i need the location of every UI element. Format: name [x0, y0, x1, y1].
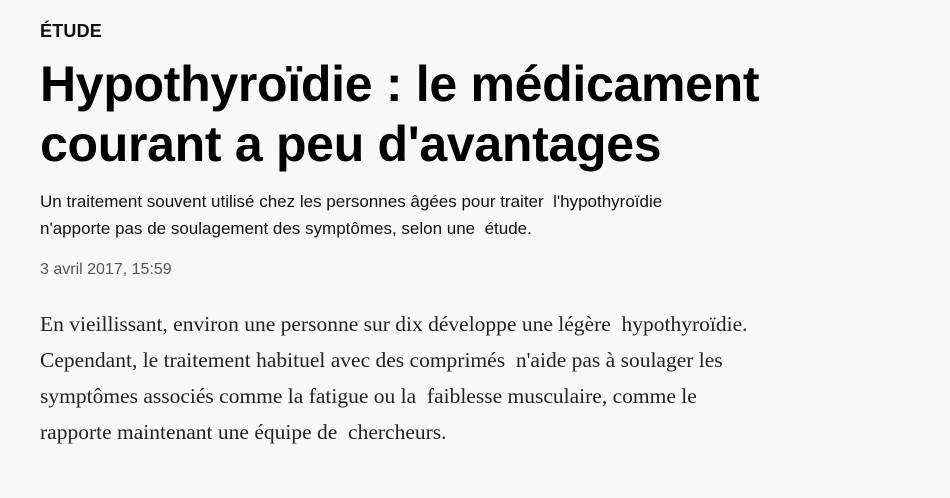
- publish-date: 3 avril 2017, 15:59: [40, 261, 172, 278]
- category-label: ÉTUDE: [40, 21, 103, 41]
- article-body: [40, 306, 920, 450]
- article-lede-line: Un traitement souvent utilisé chez les personnes âgées pour traiter l'hypothyroïdie: [40, 192, 663, 211]
- article-lede-line: n'apporte pas de soulagement des symptômes, selon une étude.: [40, 219, 532, 238]
- article-title: [40, 54, 920, 174]
- article-body-line: Cependant, le traitement habituel avec des comprimés n'aide pas à soulager les: [40, 348, 723, 372]
- article-body-line: symptômes associés comme la fatigue ou la faiblesse musculaire, comme le: [40, 384, 697, 408]
- article-title-line: Hypothyroïdie : le médicament: [40, 56, 760, 112]
- article-body-line: rapporte maintenant une équipe de chercheurs.: [40, 420, 447, 444]
- article-title-line: courant a peu d'avantages: [40, 116, 662, 172]
- article-body-line: En vieillissant, environ une personne sur dix développe une légère hypothyroïdie.: [40, 312, 748, 336]
- article-lede: [40, 188, 920, 242]
